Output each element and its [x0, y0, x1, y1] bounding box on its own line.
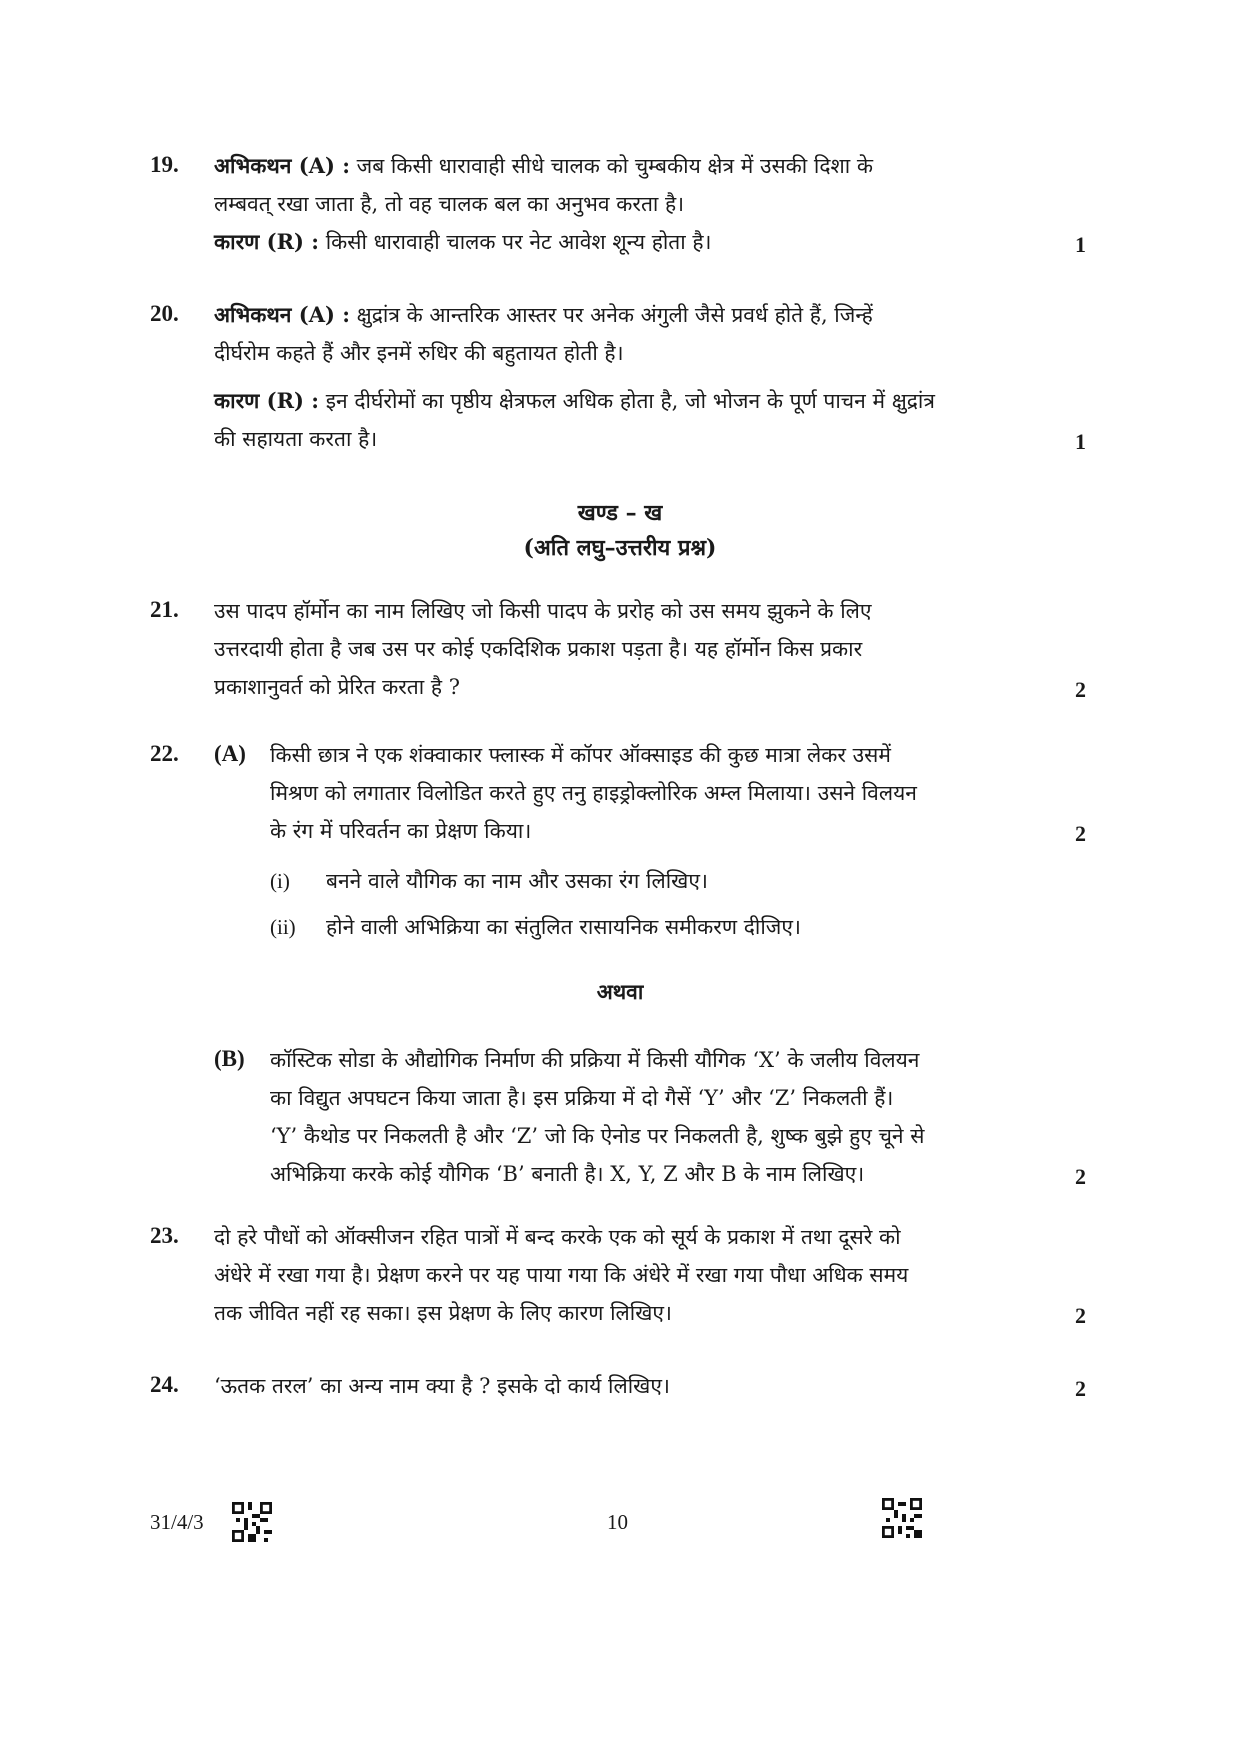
- question-text: दीर्घरोम कहते हैं और इनमें रुधिर की बहुतायत होती है।: [214, 341, 624, 365]
- marks: 2: [1075, 1164, 1086, 1189]
- qr-code-icon: [232, 1502, 272, 1542]
- question-number: 19.: [150, 152, 179, 177]
- subpart-ii-text: होने वाली अभिक्रिया का संतुलित रासायनिक समीकरण दीजिए।: [326, 915, 801, 939]
- marks: 2: [1075, 1376, 1086, 1401]
- subpart-i-label: (i): [270, 869, 290, 893]
- question-number: 23.: [150, 1223, 179, 1248]
- qr-code-icon: [882, 1498, 922, 1538]
- assertion-label: अभिकथन (A) :: [214, 302, 350, 327]
- question-text: कारण (R) : किसी धारावाही चालक पर नेट आवेश शून्य होता है।: [214, 229, 712, 254]
- assertion-label: अभिकथन (A) :: [214, 153, 350, 178]
- section-subtitle: (अति लघु–उत्तरीय प्रश्न): [523, 535, 717, 561]
- question-text: दो हरे पौधों को ऑक्सीजन रहित पात्रों में बन्द करके एक को सूर्य के प्रकाश में तथा दूसरे को: [214, 1225, 901, 1249]
- question-text: उत्तरदायी होता है जब उस पर कोई एकदिशिक प्रकाश पड़ता है। यह हॉर्मोन किस प्रकार: [214, 637, 863, 661]
- subpart-ii-label: (ii): [270, 915, 296, 939]
- question-text: ‘Y’ कैथोड पर निकलती है और ‘Z’ जो कि ऐनोड पर निकलती है, शुष्क बुझे हुए चूने से: [270, 1124, 925, 1148]
- question-text: अभिकथन (A) : क्षुद्रांत्र के आन्तरिक आस्तर पर अनेक अंगुली जैसे प्रवर्ध होते हैं, जिन्हें: [214, 302, 873, 327]
- question-text: मिश्रण को लगातार विलोडित करते हुए तनु हाइड्रोक्लोरिक अम्ल मिलाया। उसने विलयन: [270, 781, 917, 805]
- question-text: प्रकाशानुवर्त को प्रेरित करता है ?: [214, 675, 460, 699]
- question-text: लम्बवत् रखा जाता है, तो वह चालक बल का अनुभव करता है।: [214, 192, 685, 216]
- question-text: उस पादप हॉर्मोन का नाम लिखिए जो किसी पादप के प्ररोह को उस समय झुकने के लिए: [214, 599, 872, 623]
- question-number: 22.: [150, 741, 179, 766]
- section-title: खण्ड – ख: [577, 500, 663, 526]
- question-text: अभिक्रिया करके कोई यौगिक ‘B’ बनाती है। X, Y, Z और B के नाम लिखिए।: [270, 1162, 865, 1186]
- question-text: अभिकथन (A) : जब किसी धारावाही सीधे चालक को चुम्बकीय क्षेत्र में उसकी दिशा के: [214, 153, 874, 178]
- question-text: का विद्युत अपघटन किया जाता है। इस प्रक्रिया में दो गैसें ‘Y’ और ‘Z’ निकलती हैं।: [270, 1086, 894, 1110]
- marks: 2: [1075, 677, 1086, 702]
- marks: 1: [1075, 232, 1086, 257]
- part-b-label: (B): [214, 1046, 245, 1071]
- marks: 2: [1075, 1303, 1086, 1328]
- subpart-i-text: बनने वाले यौगिक का नाम और उसका रंग लिखिए।: [326, 869, 708, 893]
- question-text: कॉस्टिक सोडा के औद्योगिक निर्माण की प्रक्रिया में किसी यौगिक ‘X’ के जलीय विलयन: [270, 1048, 920, 1072]
- question-number: 20.: [150, 301, 179, 326]
- question-text: की सहायता करता है।: [214, 427, 378, 451]
- question-number: 24.: [150, 1372, 179, 1397]
- reason-label: कारण (R) :: [214, 229, 320, 254]
- question-text: अंधेरे में रखा गया है। प्रेक्षण करने पर यह पाया गया कि अंधेरे में रखा गया पौधा अधिक समय: [214, 1263, 909, 1287]
- question-text: ‘ऊतक तरल’ का अन्य नाम क्या है ? इसके दो कार्य लिखिए।: [214, 1374, 670, 1398]
- marks: 1: [1075, 429, 1086, 454]
- question-number: 21.: [150, 597, 179, 622]
- question-text: तक जीवित नहीं रह सका। इस प्रेक्षण के लिए कारण लिखिए।: [214, 1301, 672, 1325]
- or-separator: अथवा: [596, 979, 644, 1004]
- page-number: 10: [607, 1510, 628, 1534]
- paper-code: 31/4/3: [150, 1510, 204, 1534]
- reason-label: कारण (R) :: [214, 388, 320, 413]
- question-text: कारण (R) : इन दीर्घरोमों का पृष्ठीय क्षेत्रफल अधिक होता है, जो भोजन के पूर्ण पाचन में क्षुद्रांत्र: [214, 388, 935, 413]
- question-text: के रंग में परिवर्तन का प्रेक्षण किया।: [270, 819, 532, 843]
- marks: 2: [1075, 821, 1086, 846]
- question-text: किसी छात्र ने एक शंक्वाकार फ्लास्क में कॉपर ऑक्साइड की कुछ मात्रा लेकर उसमें: [270, 743, 891, 767]
- part-a-label: (A): [214, 741, 246, 766]
